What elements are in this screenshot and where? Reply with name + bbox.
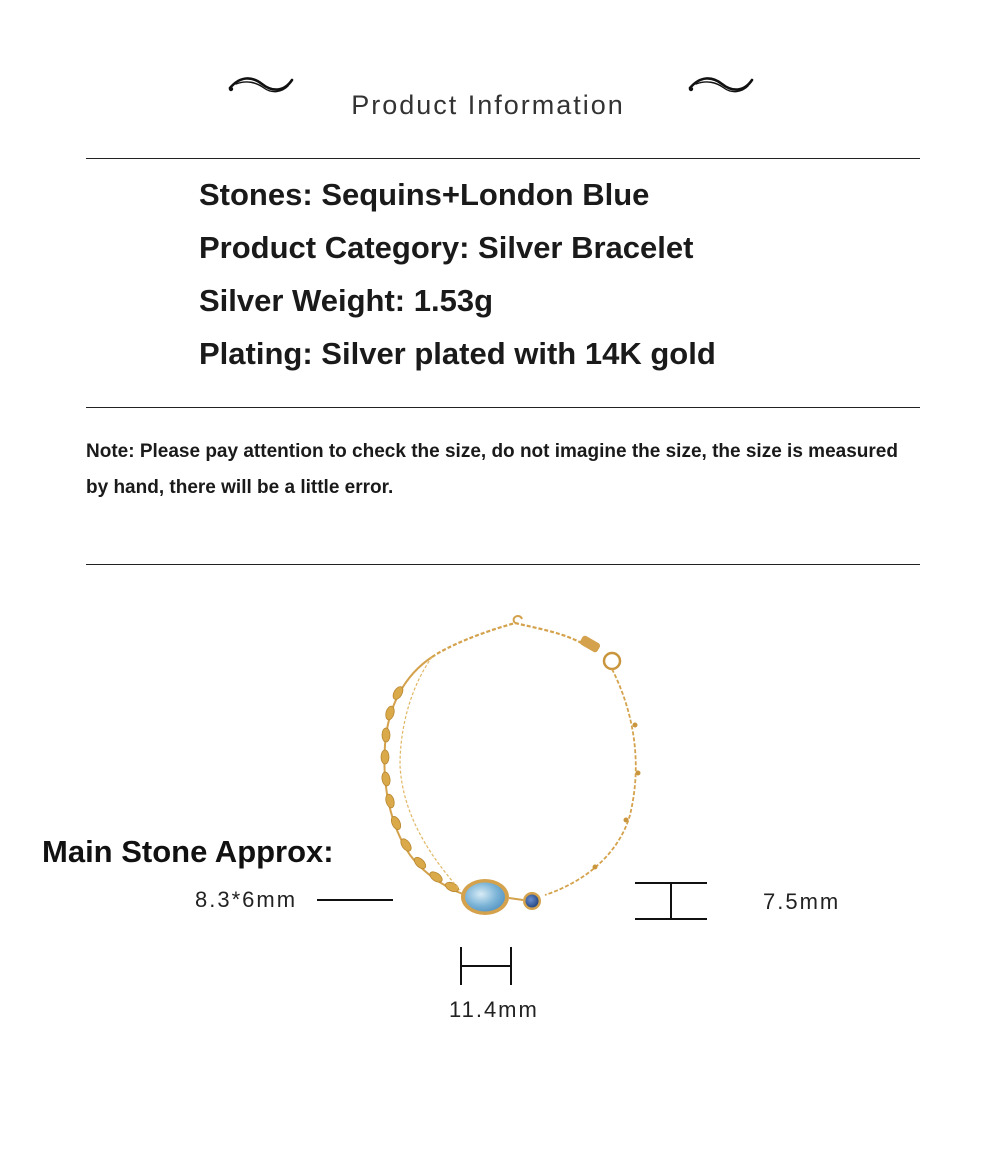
spec-label: Product Category: (199, 230, 470, 265)
spec-value: Sequins+London Blue (321, 177, 650, 212)
page-title: Product Information (351, 90, 625, 120)
divider-top (86, 158, 920, 159)
spec-label: Stones: (199, 177, 313, 212)
spec-plating (199, 336, 716, 372)
spec-stones (199, 177, 649, 213)
height-marker-icon (633, 880, 709, 922)
divider-bottom (86, 564, 920, 565)
main-stone-size: 8.3*6mm (195, 887, 298, 912)
height-dimension: 7.5mm (763, 889, 841, 914)
length-dimension: 11.4mm (449, 997, 539, 1022)
spec-label: Plating: (199, 336, 313, 371)
spec-label: Silver Weight: (199, 283, 406, 318)
length-marker-icon (458, 945, 514, 987)
spec-value: Silver plated with 14K gold (321, 336, 716, 371)
size-note: Note: Please pay attention to check the size, do not imagine the size, the size is measured by hand, there will be a little error. (86, 441, 898, 498)
divider-middle (86, 407, 920, 408)
spec-value: 1.53g (413, 283, 494, 318)
size-leader-line (317, 899, 393, 901)
bracelet-photo (350, 605, 660, 925)
spec-value: Silver Bracelet (478, 230, 694, 265)
main-stone-label: Main Stone Approx: (42, 834, 334, 869)
spec-category (199, 230, 693, 266)
spec-weight (199, 283, 493, 319)
